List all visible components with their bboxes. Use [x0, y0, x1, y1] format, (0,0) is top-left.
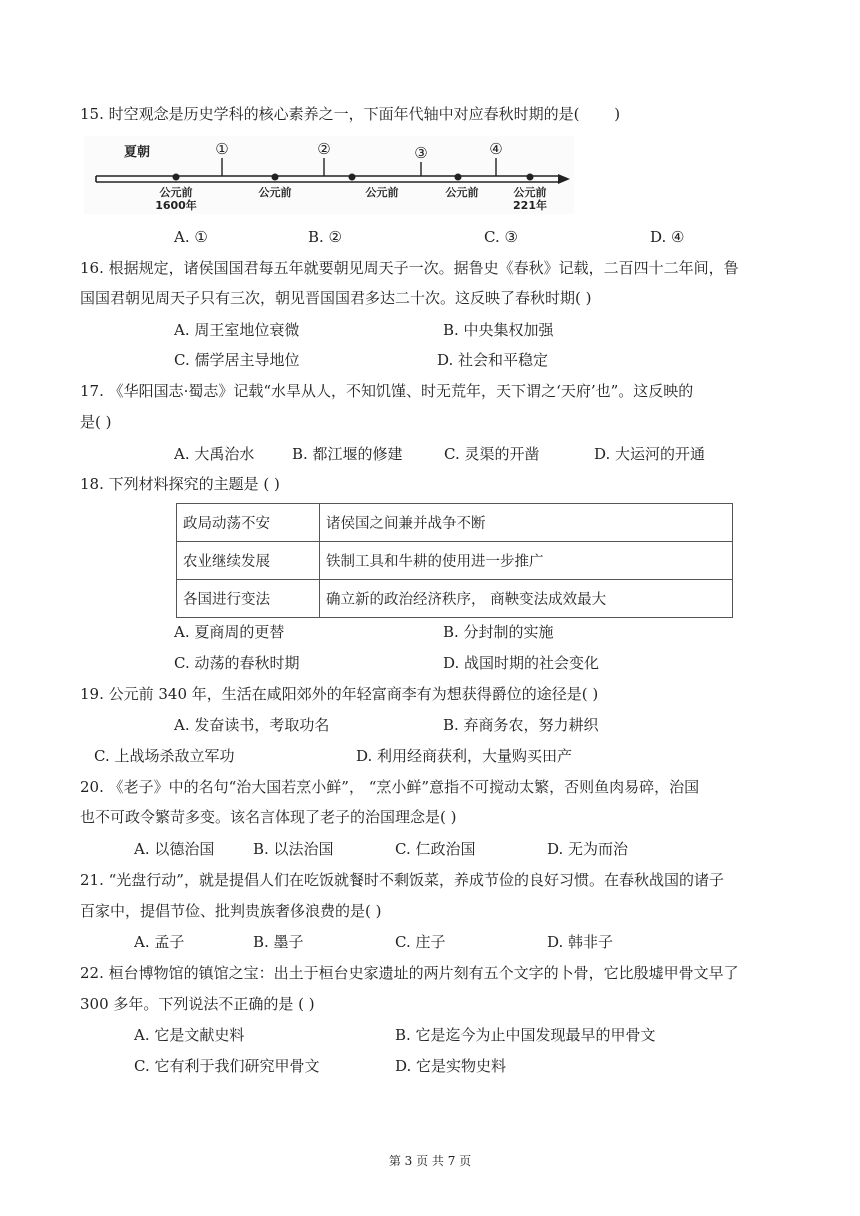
q22-option-b[interactable]: B. 它是迄今为止中国发现最早的甲骨文: [395, 1026, 656, 1044]
q22-option-a[interactable]: A. 它是文献史料: [134, 1026, 245, 1044]
timeline-tick-label: 公元前: [445, 186, 479, 199]
q17-option-d[interactable]: D. 大运河的开通: [594, 445, 706, 463]
question-22-line2: 300 多年。下列说法不正确的是 ( ): [80, 995, 315, 1013]
q20-option-a[interactable]: A. 以德治国: [134, 840, 215, 858]
timeline-tick-label: 公元前: [258, 186, 292, 199]
q22-option-d[interactable]: D. 它是实物史料: [395, 1057, 507, 1075]
timeline-figure: [84, 136, 574, 214]
timeline-marker-3: ③: [414, 144, 428, 162]
table-row: [177, 504, 733, 542]
q21-option-b[interactable]: B. 墨子: [253, 933, 304, 951]
timeline-tick-label: 公元前: [513, 186, 547, 199]
question-20-line1: 20. 《老子》中的名句“治大国若烹小鲜”， “烹小鲜”意指不可搅动太繁，否则鱼肉易碎，治国: [80, 778, 700, 796]
table-cell: 铁制工具和牛耕的使用进一步推广: [320, 542, 733, 580]
timeline-point: [272, 174, 279, 181]
table-cell: 各国进行变法: [177, 580, 320, 618]
question-15-stem: 15. 时空观念是历史学科的核心素养之一，下面年代轴中对应春秋时期的是( ): [80, 105, 621, 123]
q16-option-c[interactable]: C. 儒学居主导地位: [174, 351, 300, 369]
table-cell: 确立新的政治经济秩序， 商鞅变法成效最大: [320, 580, 733, 618]
timeline-point: [455, 174, 462, 181]
question-19-stem: 19. 公元前 340 年，生活在咸阳郊外的年轻富商李有为想获得爵位的途径是( ): [80, 685, 599, 703]
q21-option-c[interactable]: C. 庄子: [395, 933, 446, 951]
q17-option-a[interactable]: A. 大禹治水: [174, 445, 255, 463]
timeline-marker-4: ④: [489, 140, 503, 158]
material-table: [176, 503, 733, 618]
q15-option-a[interactable]: A. ①: [174, 228, 208, 246]
q21-option-d[interactable]: D. 韩非子: [547, 933, 614, 951]
table-row: [177, 580, 733, 618]
q20-option-c[interactable]: C. 仁政治国: [395, 840, 476, 858]
timeline-tick-label: 1600年: [155, 199, 197, 212]
question-16-line1: 16. 根据规定，诸侯国国君每五年就要朝见周天子一次。据鲁史《春秋》记载，二百四十二年间，鲁: [80, 259, 739, 277]
question-21-line1: 21. “光盘行动”，就是提倡人们在吃饭就餐时不剩饭菜，养成节俭的良好习惯。在春秋战国的诸子: [80, 871, 724, 889]
q18-option-d[interactable]: D. 战国时期的社会变化: [443, 654, 600, 672]
q15-option-d[interactable]: D. ④: [650, 228, 685, 246]
timeline-tick-label: 221年: [513, 199, 547, 212]
table-cell: 农业继续发展: [177, 542, 320, 580]
table-cell: 诸侯国之间兼并战争不断: [320, 504, 733, 542]
q19-option-a[interactable]: A. 发奋读书，考取功名: [174, 716, 330, 734]
timeline-tick-label: 公元前: [159, 186, 193, 199]
question-16-line2: 国国君朝见周天子只有三次，朝见晋国国君多达二十次。这反映了春秋时期( ): [80, 289, 592, 307]
timeline-marker-1: ①: [215, 140, 229, 158]
timeline-point: [173, 174, 180, 181]
page-footer: 第 3 页 共 7 页: [388, 1154, 472, 1168]
q17-option-c[interactable]: C. 灵渠的开凿: [444, 445, 540, 463]
q15-option-b[interactable]: B. ②: [308, 228, 343, 246]
timeline-marker-2: ②: [317, 140, 331, 158]
q20-option-d[interactable]: D. 无为而治: [547, 840, 629, 858]
q16-option-a[interactable]: A. 周王室地位衰微: [174, 321, 300, 339]
q19-option-d[interactable]: D. 利用经商获利，大量购买田产: [356, 747, 573, 765]
question-18-stem: 18. 下列材料探究的主题是 ( ): [80, 475, 280, 493]
q19-option-c[interactable]: C. 上战场杀敌立军功: [94, 747, 235, 765]
timeline-point: [527, 174, 534, 181]
q18-option-c[interactable]: C. 动荡的春秋时期: [174, 654, 300, 672]
table-row: [177, 542, 733, 580]
question-20-line2: 也不可政令繁苛多变。该名言体现了老子的治国理念是( ): [80, 808, 457, 826]
q16-option-d[interactable]: D. 社会和平稳定: [437, 351, 549, 369]
q16-option-b[interactable]: B. 中央集权加强: [443, 321, 554, 339]
q20-option-b[interactable]: B. 以法治国: [253, 840, 334, 858]
question-22-line1: 22. 桓台博物馆的镇馆之宝：出土于桓台史家遗址的两片刻有五个文字的卜骨，它比殷墟甲骨文早了: [80, 964, 739, 982]
q15-option-c[interactable]: C. ③: [484, 228, 518, 246]
timeline-start-label: 夏朝: [124, 145, 151, 160]
q21-option-a[interactable]: A. 孟子: [134, 933, 185, 951]
timeline-tick-label: 公元前: [365, 186, 399, 199]
timeline-point: [349, 174, 356, 181]
q18-option-b[interactable]: B. 分封制的实施: [443, 623, 554, 641]
q22-option-c[interactable]: C. 它有利于我们研究甲骨文: [134, 1057, 320, 1075]
q19-option-b[interactable]: B. 弃商务农，努力耕织: [443, 716, 599, 734]
question-17-line2: 是( ): [80, 413, 112, 431]
question-21-line2: 百家中，提倡节俭、批判贵族奢侈浪费的是( ): [80, 902, 382, 920]
question-17-line1: 17. 《华阳国志·蜀志》记载“水旱从人，不知饥馑、时无荒年，天下谓之‘天府’也”。这反映的: [80, 382, 694, 400]
q17-option-b[interactable]: B. 都江堰的修建: [292, 445, 403, 463]
table-cell: 政局动荡不安: [177, 504, 320, 542]
q18-option-a[interactable]: A. 夏商周的更替: [174, 623, 285, 641]
